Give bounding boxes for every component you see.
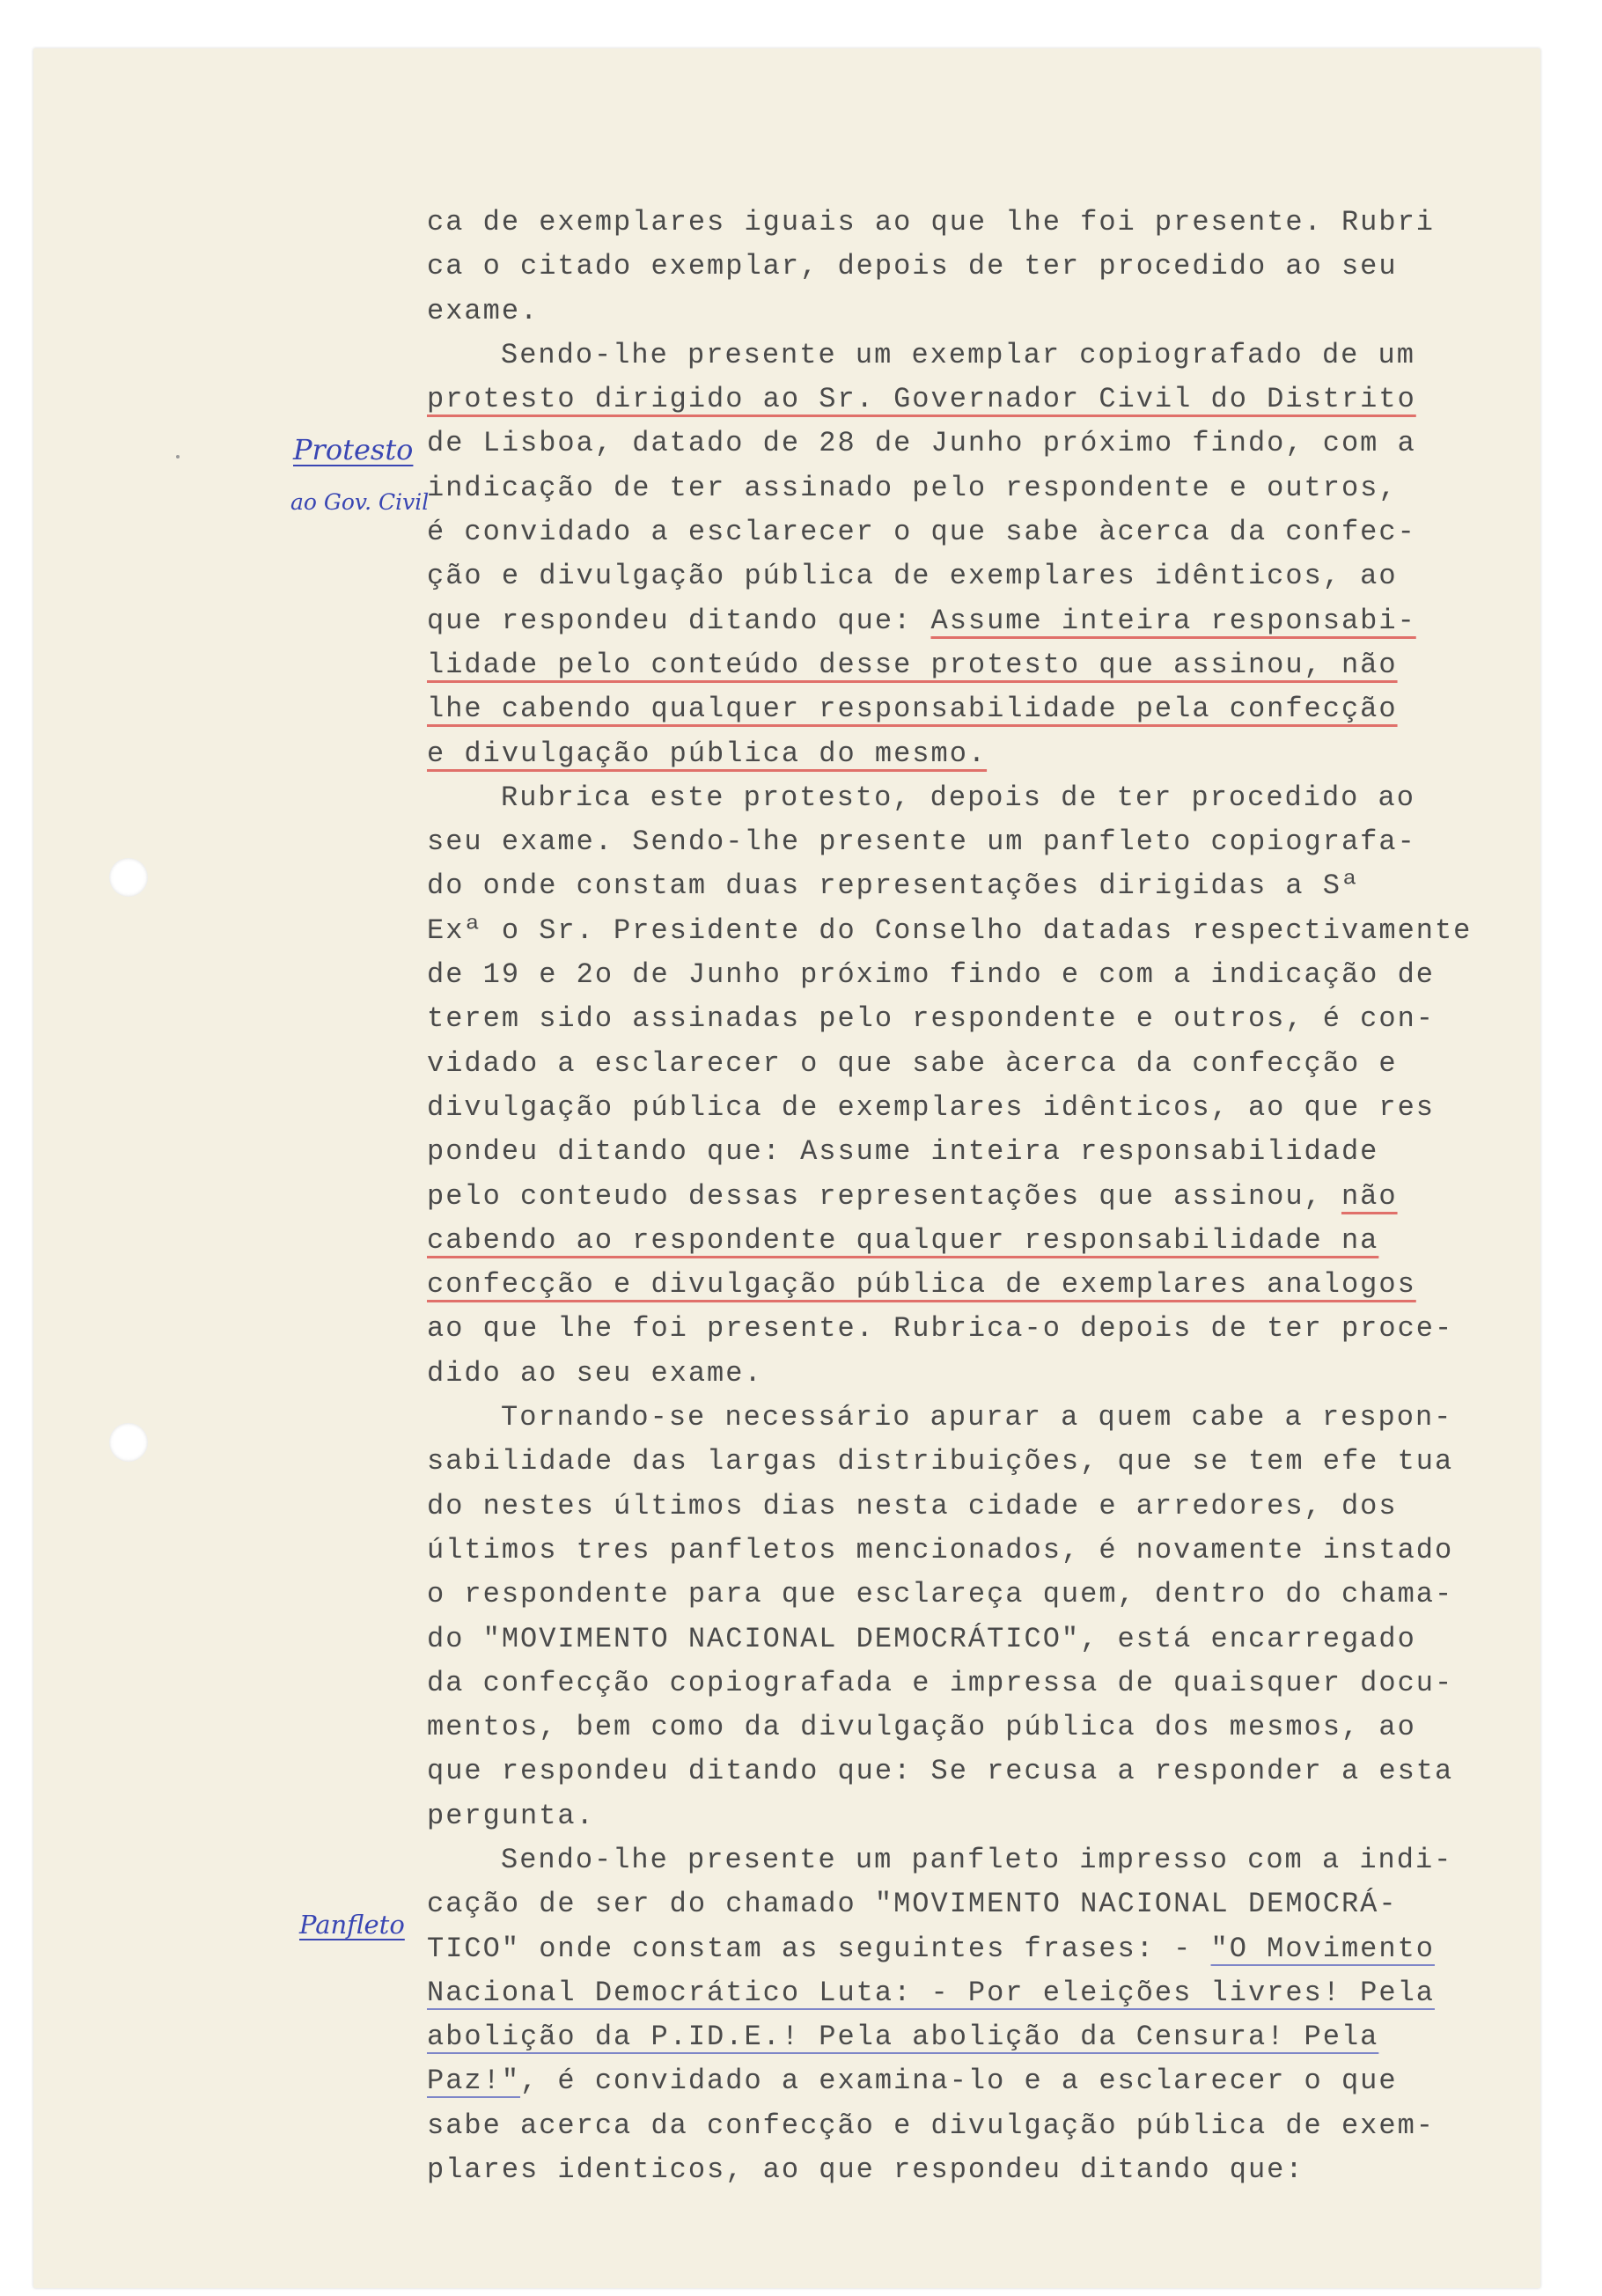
text-line: do nestes últimos dias nesta cidade e arredores, dos (427, 1489, 1398, 1522)
text-segment: TICO" onde constam as seguintes frases: - (427, 1932, 1211, 1965)
text-line: indicação de ter assinado pelo respondente e outros, (427, 471, 1398, 504)
text-line: dido ao seu exame. (427, 1356, 763, 1390)
text-line (427, 378, 1527, 422)
highlighted-phrase: "O Movimento (1210, 1932, 1435, 1965)
text-line: plares identicos, ao que respondeu ditando que: (427, 2153, 1304, 2187)
highlighted-phrase: e divulgação pública do mesmo. (427, 737, 988, 770)
text-line: Rubrica este protesto, depois de ter procedido ao (501, 781, 1415, 814)
speck (176, 455, 180, 458)
margin-note-protesto: Protesto (293, 433, 414, 466)
margin-note-protesto-sub: ao Gov. Civil (290, 489, 430, 515)
text-line (427, 1971, 1527, 2015)
text-line: sabilidade das largas distribuições, que se tem efe tua (427, 1445, 1454, 1478)
text-line: do onde constam duas representações dirigidas a Sª (427, 869, 1361, 903)
text-line: ao que lhe foi presente. Rubrica-o depois de ter proce- (427, 1312, 1454, 1346)
text-line (427, 2015, 1527, 2059)
text-line: Exª o Sr. Presidente do Conselho datadas respectivamente (427, 913, 1473, 947)
punch-hole-top (109, 858, 148, 897)
text-line: da confecção copiografada e impressa de quaisquer docu- (427, 1666, 1454, 1699)
highlighted-phrase: lhe cabendo qualquer responsabilidade pela confecção (427, 693, 1398, 726)
text-line: é convidado a esclarecer o que sabe àcerca da confec- (427, 516, 1416, 549)
text-line: de Lisboa, datado de 28 de Junho próximo findo, com a (427, 427, 1416, 460)
text-line: últimos tres panfletos mencionados, é novamente instado (427, 1533, 1454, 1566)
text-line (427, 1219, 1527, 1263)
text-line: o respondente para que esclareça quem, dentro do chama- (427, 1578, 1454, 1611)
highlighted-phrase: protesto dirigido ao Sr. Governador Civil do Distrito (427, 383, 1416, 416)
highlighted-phrase: confecção e divulgação pública de exemplares analogos (427, 1268, 1416, 1302)
text-line: que respondeu ditando que: Se recusa a responder a esta (427, 1755, 1454, 1788)
text-line (427, 1175, 1527, 1219)
text-line: pondeu ditando que: Assume inteira responsabilidade (427, 1135, 1379, 1169)
highlighted-phrase: Paz!" (427, 2065, 521, 2098)
text-line: vidado a esclarecer o que sabe àcerca da confecção e (427, 1046, 1398, 1080)
highlighted-phrase: cabendo ao respondente qualquer responsabilidade na (427, 1223, 1379, 1257)
text-line: sabe acerca da confecção e divulgação pública de exem- (427, 2109, 1435, 2142)
text-line: pergunta. (427, 1799, 595, 1832)
text-line (427, 732, 1527, 776)
highlighted-phrase: lidade pelo conteúdo desse protesto que assinou, não (427, 648, 1398, 681)
punch-hole-bottom (109, 1423, 148, 1462)
text-segment: , é convidado a examina-lo e a esclarecer o que (520, 2065, 1398, 2098)
highlighted-phrase: Assume inteira responsabi- (930, 604, 1416, 637)
text-line: Tornando-se necessário apurar a quem cabe a respon- (501, 1401, 1453, 1434)
text-line: do "MOVIMENTO NACIONAL DEMOCRÁTICO", está encarregado (427, 1622, 1416, 1655)
text-line: ção e divulgação pública de exemplares idênticos, ao (427, 560, 1398, 593)
highlighted-phrase: não (1341, 1179, 1398, 1213)
text-line (427, 1927, 1527, 1971)
text-line: mentos, bem como da divulgação pública dos mesmos, ao (427, 1711, 1416, 1744)
text-line (427, 687, 1527, 731)
text-line (427, 643, 1527, 687)
text-line: de 19 e 2o de Junho próximo findo e com a indicação de (427, 958, 1435, 992)
highlighted-phrase: abolição da P.ID.E.! Pela abolição da Censura! Pela (427, 2021, 1379, 2054)
text-line (427, 2059, 1527, 2103)
text-line: divulgação pública de exemplares idênticos, ao que res (427, 1090, 1435, 1124)
text-line: cação de ser do chamado "MOVIMENTO NACIONAL DEMOCRÁ- (427, 1888, 1398, 1921)
text-line (427, 599, 1527, 643)
text-line: Sendo-lhe presente um panfleto impresso com a indi- (501, 1843, 1453, 1876)
text-line: seu exame. Sendo-lhe presente um panfleto copiografa- (427, 825, 1416, 859)
typed-text-body (427, 201, 1527, 2192)
text-line: exame. (427, 294, 540, 327)
text-line: Sendo-lhe presente um exemplar copiografado de um (501, 338, 1415, 371)
text-line: ca o citado exemplar, depois de ter procedido ao seu (427, 250, 1398, 283)
text-segment: que respondeu ditando que: (427, 604, 931, 637)
text-line: terem sido assinadas pelo respondente e outros, é con- (427, 1002, 1435, 1036)
text-segment: pelo conteudo dessas representações que assinou, (427, 1179, 1341, 1213)
highlighted-phrase: Nacional Democrático Luta: - Por eleições livres! Pela (427, 1976, 1435, 2009)
text-line (427, 1263, 1527, 1307)
margin-note-panfleto: Panfleto (299, 1910, 405, 1940)
text-line: ca de exemplares iguais ao que lhe foi presente. Rubri (427, 206, 1435, 238)
